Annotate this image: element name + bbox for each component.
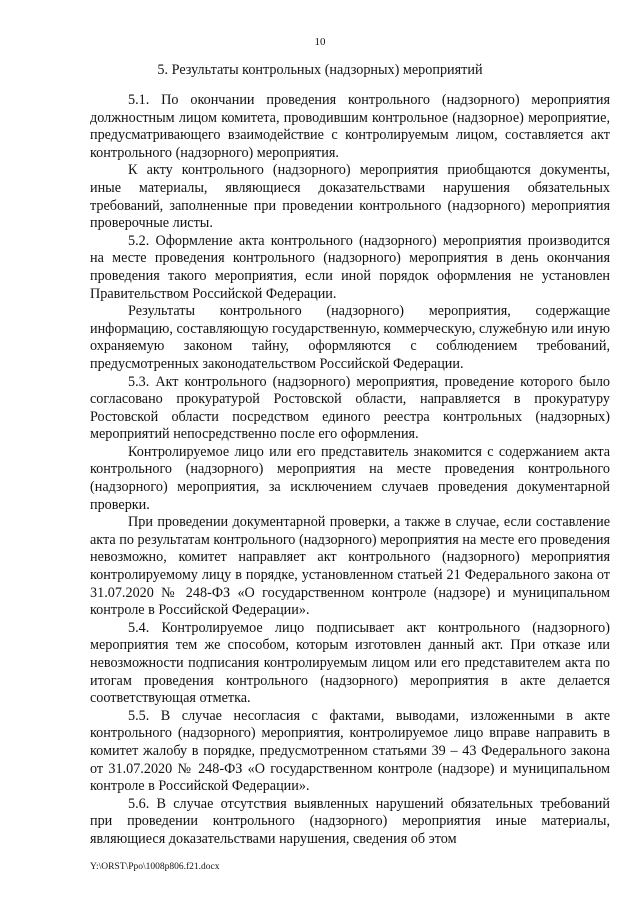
paragraph-5-1: 5.1. По окончании проведения контрольного (надзорного) мероприятия должностным лицом комитета, проводившим контрольное (надзорное) мероприятие, предусматривающего взаимодействие с контролируемым лицом, составляется акт контрольного (надзорного) мероприятия. bbox=[90, 92, 610, 161]
page-number: 10 bbox=[314, 36, 326, 48]
paragraph-5-1-attachments: К акту контрольного (надзорного) мероприятия приобщаются документы, иные материалы, являющиеся доказательствами нарушения обязательных требований, заполненные при проведении контрольного (надзорного) мероприятия проверочные листы. bbox=[90, 162, 610, 232]
section-title: 5. Результаты контрольных (надзорных) мероприятий bbox=[157, 62, 483, 78]
footer-file-path: Y:\ORST\Ppo\1008p806.f21.docx bbox=[90, 862, 220, 872]
paragraph-5-3: 5.3. Акт контрольного (надзорного) мероприятия, проведение которого было согласовано прокуратурой Ростовской области, направляется в прокуратуру Ростовской области посредством единого реестра контрольных (надзорных) мероприятий непосредственно после его оформления. bbox=[90, 373, 610, 443]
paragraph-5-4: 5.4. Контролируемое лицо подписывает акт контрольного (надзорного) мероприятия тем же способом, которым изготовлен данный акт. При отказе или невозможности подписания контролируемым лицом или его представителем акта по итогам проведения контрольного (надзорного) мероприятия в акте делается соответствующая отметка. bbox=[90, 619, 610, 707]
document-body bbox=[90, 92, 610, 849]
paragraph-5-2: 5.2. Оформление акта контрольного (надзорного) мероприятия производится на месте проведения контрольного (надзорного) мероприятия в день окончания проведения такого мероприятия, если иной порядок оформления не установлен Правительством Российской Федерации. bbox=[90, 232, 610, 302]
paragraph-5-3-documentary-check: При проведении документарной проверки, а также в случае, если составление акта по результатам контрольного (надзорного) мероприятия на месте его проведения невозможно, комитет направляет акт контрольного (надзорного) мероприятия контролируемому лицу в порядке, установленном статьей 21 Федерального закона от 31.07.2020 № 248-ФЗ «О государственном контроле (надзоре) и муниципальном контроле в Российской Федерации». bbox=[90, 514, 610, 619]
paragraph-5-5: 5.5. В случае несогласия с фактами, выводами, изложенными в акте контрольного (надзорного) мероприятия, контролируемое лицо вправе направить в комитет жалобу в порядке, предусмотренном статьями 39 – 43 Федерального закона от 31.07.2020 № 248-ФЗ «О государственном контроле (надзоре) и муниципальном контроле в Российской Федерации». bbox=[90, 707, 610, 795]
paragraph-5-2-secrecy: Результаты контрольного (надзорного) мероприятия, содержащие информацию, составляющую государственную, коммерческую, служебную или иную охраняемую законом тайну, оформляются с соблюдением требований, предусмотренных законодательством Российской Федерации. bbox=[90, 303, 610, 372]
paragraph-5-6: 5.6. В случае отсутствия выявленных нарушений обязательных требований при проведении контрольного (надзорного) мероприятия иные материалы, являющиеся доказательствами нарушения, сведения об этом bbox=[90, 795, 610, 847]
paragraph-5-3-familiarization: Контролируемое лицо или его представитель знакомится с содержанием акта контрольного (надзорного) мероприятия на месте проведения контрольного (надзорного) мероприятия, за исключением случаев проведения документарной проверки. bbox=[90, 443, 610, 513]
